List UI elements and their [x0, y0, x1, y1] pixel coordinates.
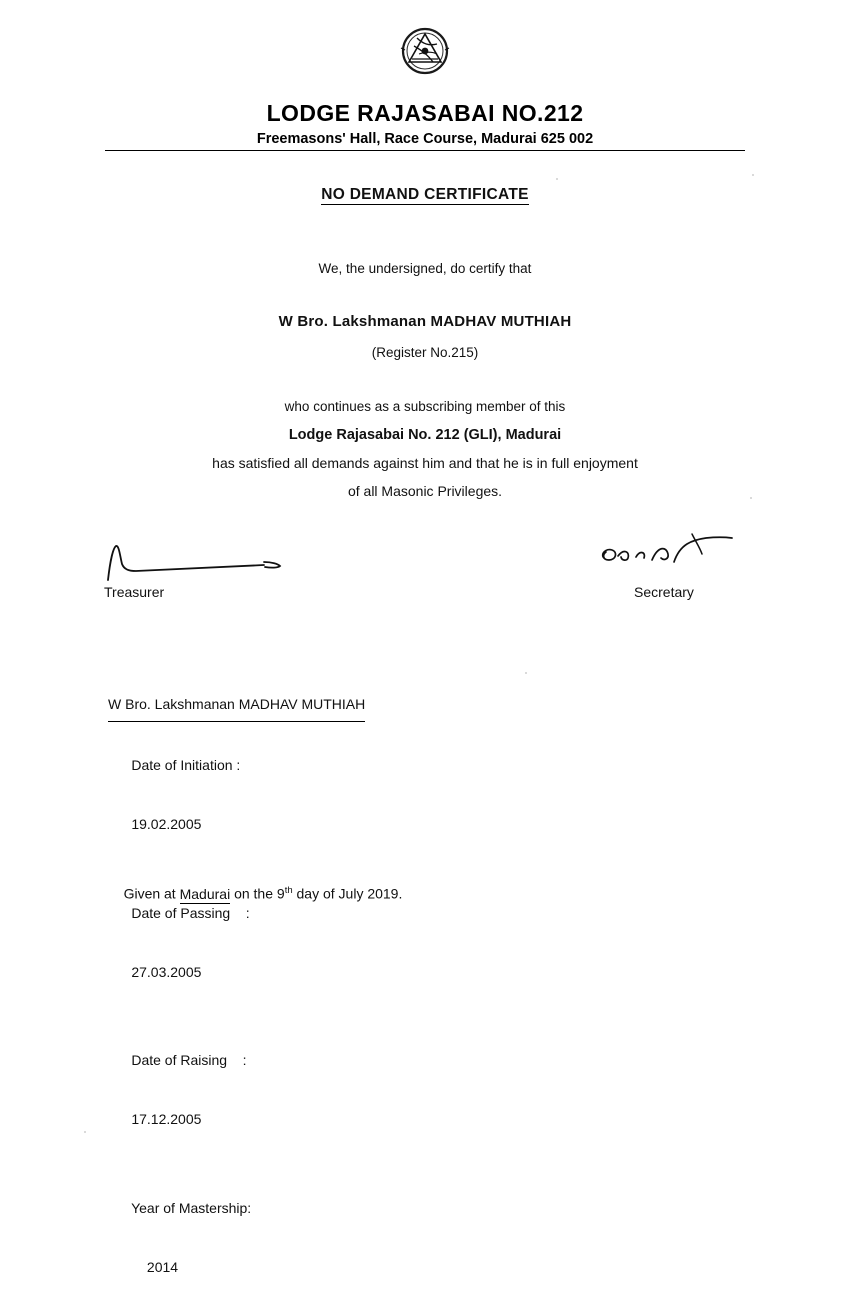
- scan-speck: [750, 497, 752, 499]
- given-at-line: [108, 869, 402, 918]
- given-ordinal: th: [284, 885, 293, 896]
- detail-row: [108, 722, 365, 870]
- detail-label: Date of Raising :: [131, 1052, 247, 1068]
- handwritten-signature-icon: [104, 536, 304, 586]
- privileges-line: of all Masonic Privileges.: [347, 483, 503, 499]
- certify-line: We, the undersigned, do certify that: [318, 261, 532, 276]
- detail-row: [108, 1017, 365, 1165]
- given-mid: on the 9: [230, 885, 285, 902]
- masonic-lodge-emblem-icon: [399, 24, 451, 80]
- secretary-label: Secretary: [634, 584, 694, 600]
- member-name: W Bro. Lakshmanan MADHAV MUTHIAH: [278, 313, 572, 330]
- document-title: [0, 186, 850, 204]
- lodge-address: Freemasons' Hall, Race Course, Madurai 625 002: [256, 131, 594, 147]
- detail-value: 27.03.2005: [131, 963, 202, 980]
- detail-row: [108, 1164, 365, 1312]
- lodge-emblem: [0, 24, 850, 85]
- lodge-title: LODGE RAJASABAI NO.212: [266, 100, 584, 126]
- detail-label: Year of Mastership:: [131, 1199, 252, 1216]
- member-details: [108, 690, 365, 1312]
- scan-speck: [752, 174, 754, 176]
- scan-speck: [84, 1131, 86, 1133]
- detail-value: 19.02.2005: [131, 816, 202, 832]
- lodge-name-line: Lodge Rajasabai No. 212 (GLI), Madurai: [288, 427, 562, 443]
- detail-label: Date of Passing :: [131, 904, 250, 921]
- document-title-text: NO DEMAND CERTIFICATE: [321, 186, 529, 203]
- register-number: (Register No.215): [371, 345, 479, 360]
- header-divider: [105, 150, 745, 151]
- given-place: Madurai: [179, 885, 231, 902]
- scan-speck: [556, 178, 558, 180]
- continues-line: who continues as a subscribing member of this: [284, 399, 566, 414]
- scan-speck: [525, 672, 527, 674]
- detail-value: 2014: [131, 1258, 179, 1275]
- detail-value: 17.12.2005: [131, 1111, 202, 1127]
- given-prefix: Given at: [123, 885, 180, 902]
- satisfied-line: has satisfied all demands against him and that he is in full enjoyment: [212, 455, 638, 471]
- detail-label: Date of Initiation :: [131, 757, 241, 773]
- handwritten-signature-icon: [596, 528, 746, 574]
- details-member-name: W Bro. Lakshmanan MADHAV MUTHIAH: [108, 690, 365, 722]
- given-suffix: day of July 2019.: [292, 885, 403, 902]
- treasurer-label: Treasurer: [104, 584, 165, 600]
